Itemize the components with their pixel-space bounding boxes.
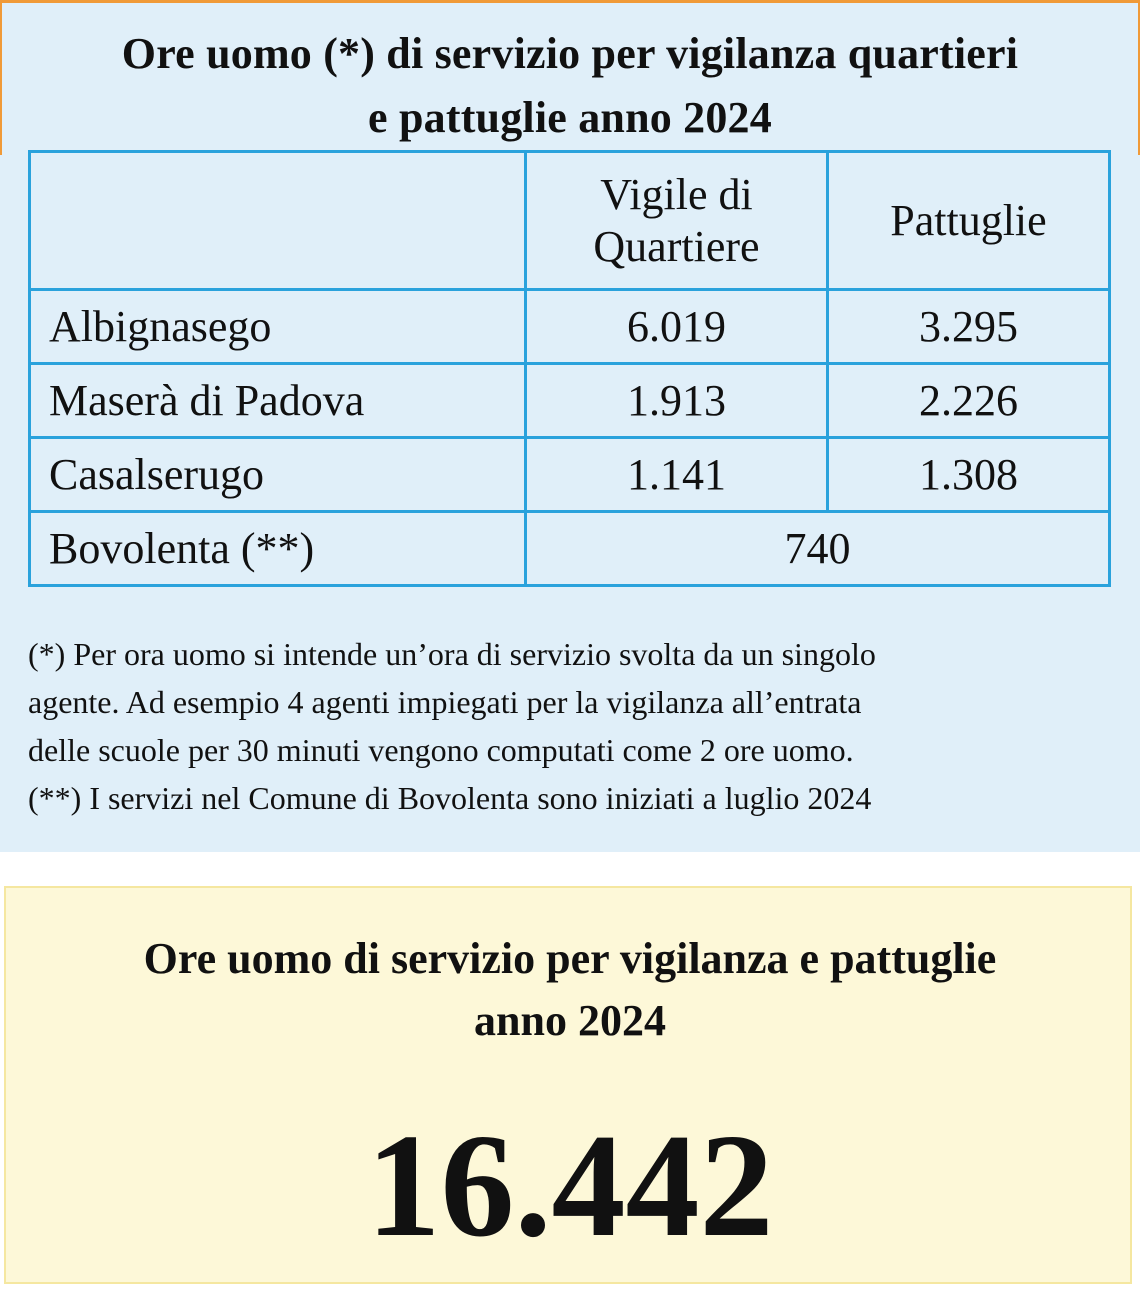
header-vigile-line1: Vigile di [600, 169, 753, 219]
header-vigile-di-quartiere [526, 152, 828, 290]
cell-pattuglie: 2.226 [827, 364, 1109, 438]
cell-vigile: 6.019 [526, 290, 828, 364]
footnote-line: (**) I servizi nel Comune di Bovolenta sono iniziati a luglio 2024 [28, 780, 872, 816]
row-name: Casalserugo [30, 438, 526, 512]
row-name: Maserà di Padova [30, 364, 526, 438]
total-title [6, 928, 1134, 1052]
table-row-bovolenta [30, 512, 1110, 586]
cell-pattuglie: 3.295 [827, 290, 1109, 364]
footnote-line: delle scuole per 30 minuti vengono computati come 2 ore uomo. [28, 732, 854, 768]
header-vigile-line2: Quartiere [593, 221, 760, 271]
footnotes [28, 630, 1118, 822]
header-pattuglie: Pattuglie [827, 152, 1109, 290]
table-row-masera [30, 364, 1110, 438]
hours-table [28, 150, 1111, 587]
total-title-line1: Ore uomo di servizio per vigilanza e pattuglie [143, 934, 997, 983]
row-name: Albignasego [30, 290, 526, 364]
table-row-casalserugo [30, 438, 1110, 512]
cell-vigile: 1.141 [526, 438, 828, 512]
total-summary-panel [4, 886, 1132, 1284]
cell-pattuglie: 1.308 [827, 438, 1109, 512]
cell-vigile: 1.913 [526, 364, 828, 438]
row-name: Bovolenta (**) [30, 512, 526, 586]
header-corner-cell [30, 152, 526, 290]
table-title-line1: Ore uomo (*) di servizio per vigilanza quartieri [121, 29, 1019, 78]
footnote-line: (*) Per ora uomo si intende un’ora di servizio svolta da un singolo [28, 636, 876, 672]
table-title-line2: e pattuglie anno 2024 [368, 93, 772, 142]
total-title-line2: anno 2024 [474, 996, 666, 1045]
table-title [20, 22, 1120, 150]
table-row-albignasego [30, 290, 1110, 364]
total-hours-value: 16.442 [366, 1104, 774, 1268]
footnote-line: agente. Ad esempio 4 agenti impiegati per la vigilanza all’entrata [28, 684, 862, 720]
table-header-row [30, 152, 1110, 290]
cell-combined: 740 [526, 512, 1110, 586]
